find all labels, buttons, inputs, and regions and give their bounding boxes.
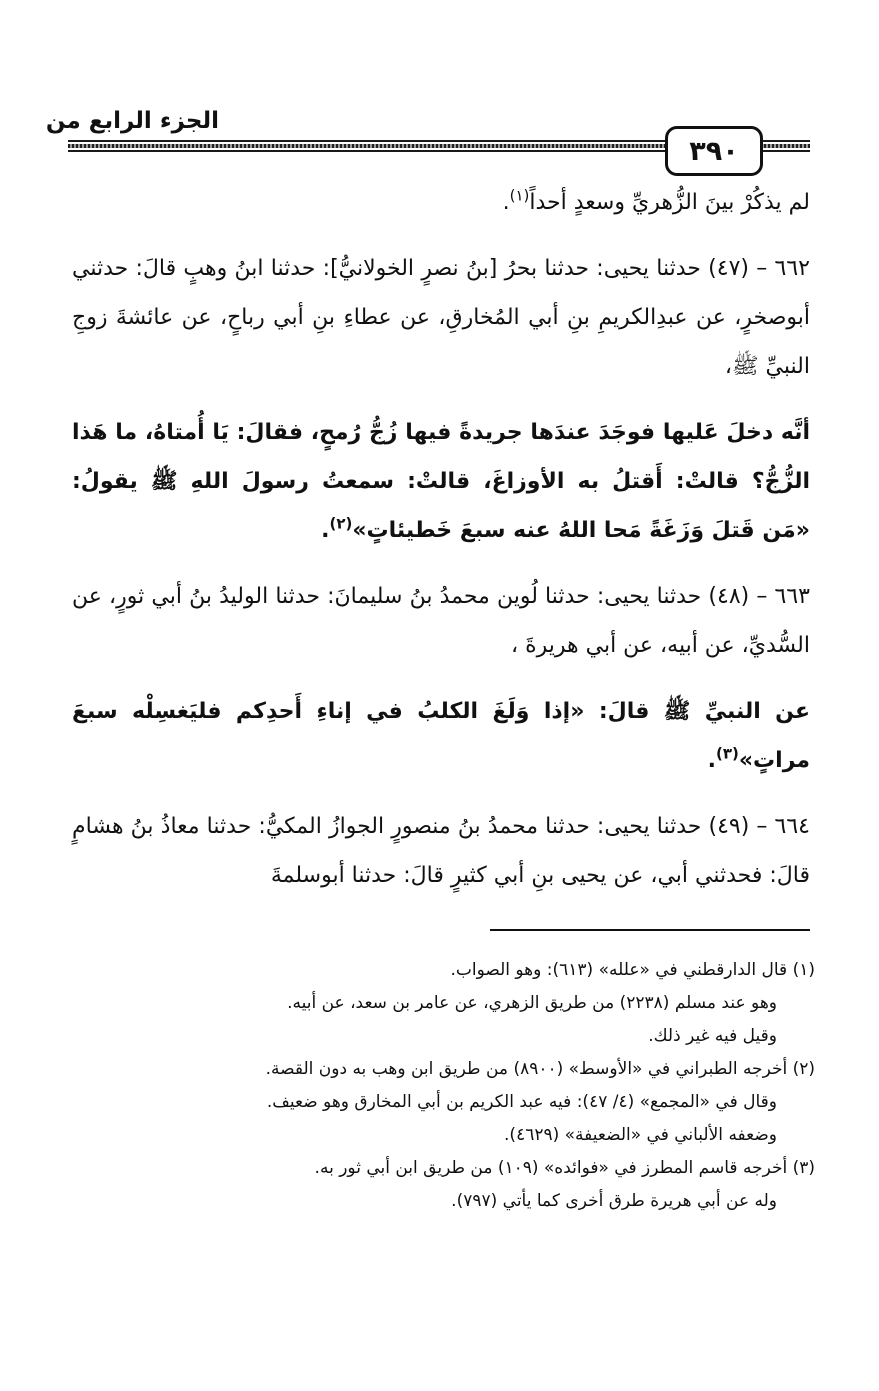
footnote-ref: (٣) [715,744,739,763]
footnote-line: وله عن أبي هريرة طرق أخرى كما يأتي (٧٩٧). [451,1191,777,1211]
hadith-chain [72,572,810,670]
footnote-divider [490,929,810,931]
paragraph-text: ٦٦٢ – (٤٧) حدثنا يحيى: حدثنا بحرُ [بنُ نصرٍ الخولانيُّ]: حدثنا ابنُ وهبٍ قالَ: حدثني أبوصخرٍ، عن عبدِالكريمِ بنِ أبي المُخارقِ، عن عطاءِ بنِ أبي رباحٍ، عن عائشةَ زوجِ النبيِّ ﷺ، [72,256,810,379]
page-header [0,0,879,170]
hadith-text [72,408,810,555]
hadith-text [72,687,810,785]
footnote-1 [110,954,815,1053]
paragraph [72,178,810,227]
paragraph-end: . [707,748,716,773]
paragraph-text: لم يذكُرْ بينَ الزُّهريِّ وسعدٍ أحداً [529,190,810,215]
footnote-line: وقيل فيه غير ذلك. [648,1026,777,1046]
page-number-frame [665,126,763,176]
hadith-chain [72,244,810,391]
paragraph-end: . [321,518,330,543]
footnote-line: (١) قال الدارقطني في «علله» (٦١٣): وهو الصواب. [450,960,815,980]
paragraph-text: أنَّه دخلَ عَليها فوجَدَ عندَها جريدةً فيها زُجُّ رُمحٍ، فقالَ: يَا أُمتاهُ، ما هَذا الزُّجُّ؟ قالتْ: أَقتلُ به الأوزاغَ، قالتْ: سمعتُ رسولَ اللهِ ﷺ يقولُ: «مَن قَتلَ وَزَغَةً مَحا اللهُ عنه سبعَ خَطيئاتٍ» [72,420,810,543]
footnotes [110,954,815,1218]
footnote-line: (٣) أخرجه قاسم المطرز في «فوائده» (١٠٩) من طريق ابن أبي ثور به. [314,1158,815,1178]
footnote-ref: (٢) [329,514,353,533]
footnote-2 [110,1053,815,1152]
paragraph-text: ٦٦٣ – (٤٨) حدثنا يحيى: حدثنا لُوين محمدُ بنُ سليمانَ: حدثنا الوليدُ بنُ أبي ثورٍ، عن السُّديِّ، عن أبيه، عن أبي هريرةَ ، [72,584,810,658]
paragraph-end: . [502,190,510,215]
footnote-line: وضعفه الألباني في «الضعيفة» (٤٦٢٩). [504,1125,777,1145]
footnote-3 [110,1152,815,1218]
footnote-line: وهو عند مسلم (٢٢٣٨) من طريق الزهري، عن عامر بن سعد، عن أبيه. [287,993,777,1013]
footnote-ref: (١) [509,186,530,205]
page-number: ٣٩٠ [689,135,739,167]
main-text [72,178,810,917]
paragraph-text: ٦٦٤ – (٤٩) حدثنا يحيى: حدثنا محمدُ بنُ منصورٍ الجوازُ المكيُّ: حدثنا معاذُ بنُ هشامٍ قالَ: فحدثني أبي، عن يحيى بنِ أبي كثيرٍ قالَ: حدثنا أبوسلمةَ [72,814,810,888]
running-title: الجزء الرابع من [45,108,219,134]
footnote-line: وقال في «المجمع» (٤/ ٤٧): فيه عبد الكريم بن أبي المخارق وهو ضعيف. [266,1092,777,1112]
footnote-line: (٢) أخرجه الطبراني في «الأوسط» (٨٩٠٠) من طريق ابن وهب به دون القصة. [265,1059,815,1079]
hadith-chain [72,802,810,900]
paragraph-text: عن النبيِّ ﷺ قالَ: «إذا وَلَغَ الكلبُ في إناءِ أَحدِكم فليَغسِلْه سبعَ مراتٍ» [72,699,810,773]
